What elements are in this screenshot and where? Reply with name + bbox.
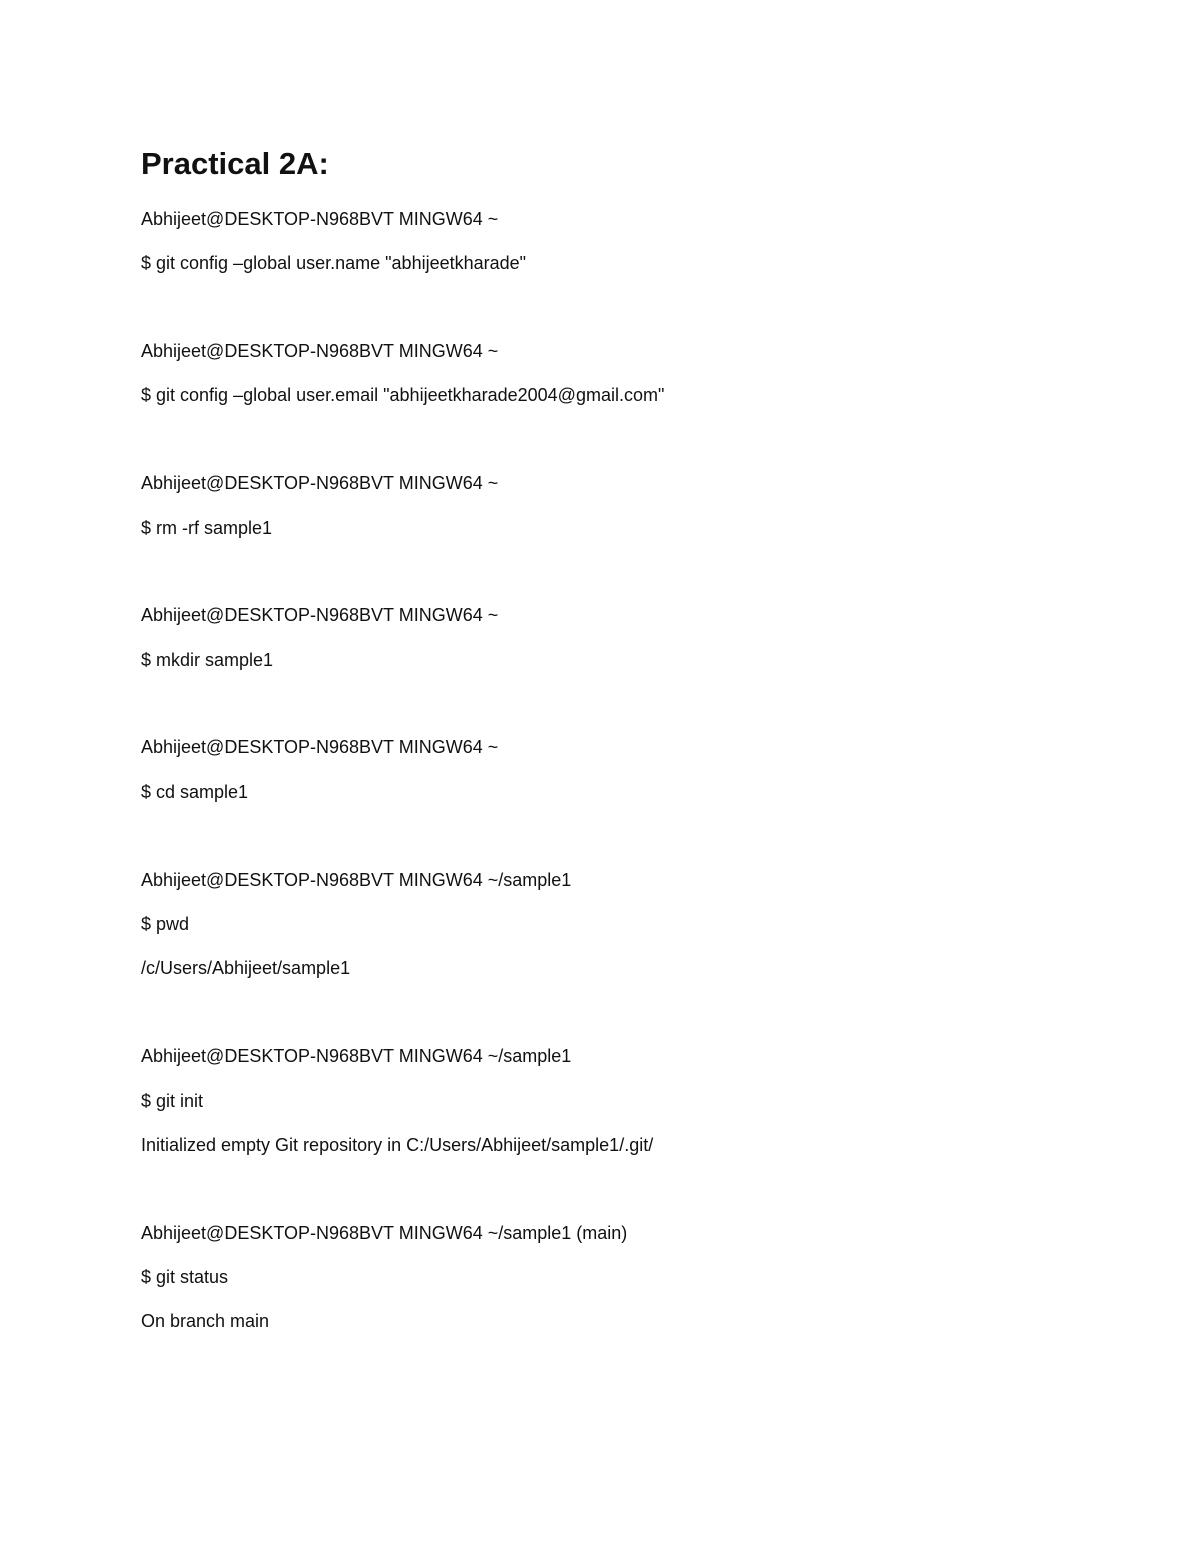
document-title: Practical 2A: (141, 146, 329, 181)
shell-prompt: Abhijeet@DESKTOP-N968BVT MINGW64 ~ (141, 605, 499, 625)
shell-prompt: Abhijeet@DESKTOP-N968BVT MINGW64 ~ (141, 473, 499, 493)
shell-command: $ git init (141, 1091, 204, 1111)
shell-prompt: Abhijeet@DESKTOP-N968BVT MINGW64 ~/sample1 (main) (141, 1223, 628, 1243)
shell-output: On branch main (141, 1311, 270, 1331)
shell-prompt: Abhijeet@DESKTOP-N968BVT MINGW64 ~ (141, 737, 499, 757)
shell-output: /c/Users/Abhijeet/sample1 (141, 958, 351, 978)
shell-command: $ pwd (141, 914, 190, 934)
shell-command: $ git status (141, 1267, 229, 1287)
shell-command: $ cd sample1 (141, 782, 249, 802)
shell-prompt: Abhijeet@DESKTOP-N968BVT MINGW64 ~ (141, 209, 499, 229)
shell-prompt: Abhijeet@DESKTOP-N968BVT MINGW64 ~/sample1 (141, 1046, 572, 1066)
shell-command: $ git config –global user.email "abhijeetkharade2004@gmail.com" (141, 385, 665, 405)
shell-output: Initialized empty Git repository in C:/Users/Abhijeet/sample1/.git/ (141, 1135, 654, 1155)
shell-prompt: Abhijeet@DESKTOP-N968BVT MINGW64 ~ (141, 341, 499, 361)
shell-prompt: Abhijeet@DESKTOP-N968BVT MINGW64 ~/sample1 (141, 870, 572, 890)
shell-command: $ rm -rf sample1 (141, 518, 273, 538)
shell-command: $ mkdir sample1 (141, 650, 274, 670)
shell-command: $ git config –global user.name "abhijeetkharade" (141, 253, 527, 273)
